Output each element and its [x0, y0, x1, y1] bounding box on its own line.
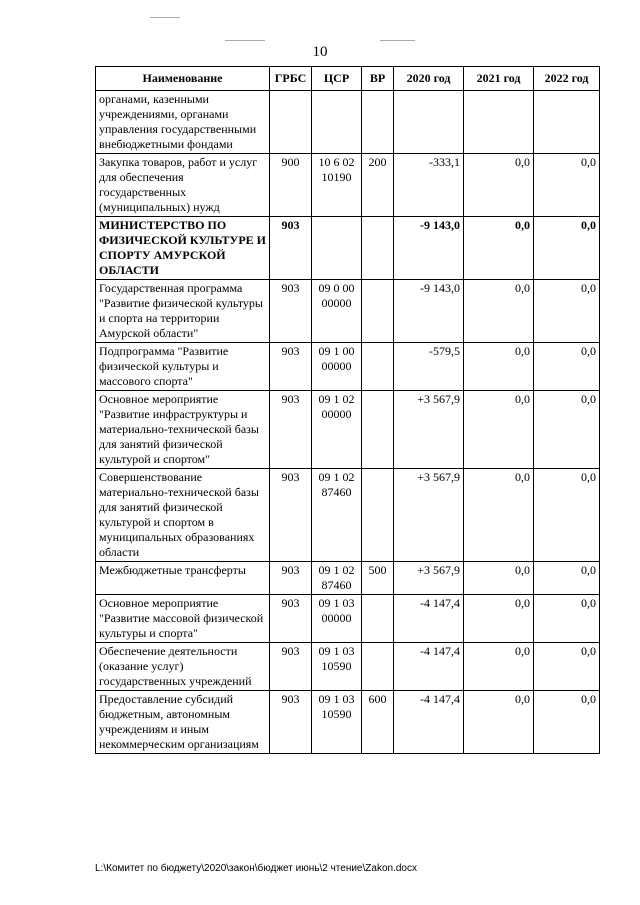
cell-2021 [464, 91, 534, 154]
table-body [96, 91, 600, 754]
cell-grbs: 903 [270, 595, 312, 643]
table-row [96, 154, 600, 217]
cell-vr [362, 91, 394, 154]
cell-vr [362, 391, 394, 469]
cell-2020: -4 147,4 [394, 643, 464, 691]
footer-file-path: L:\Комитет по бюджету\2020\закон\бюджет июнь\2 чтение\Zakon.docx [95, 863, 417, 874]
cell-csr: 09 1 00 00000 [312, 343, 362, 391]
cell-grbs: 903 [270, 691, 312, 754]
table-row [96, 469, 600, 562]
cell-2022: 0,0 [534, 343, 600, 391]
header-grbs: ГРБС [270, 67, 312, 91]
cell-grbs: 903 [270, 643, 312, 691]
table-row [96, 643, 600, 691]
cell-2020: -579,5 [394, 343, 464, 391]
cell-grbs: 900 [270, 154, 312, 217]
cell-vr: 500 [362, 562, 394, 595]
cell-2021: 0,0 [464, 154, 534, 217]
cell-vr [362, 595, 394, 643]
cell-2020: +3 567,9 [394, 562, 464, 595]
cell-name: Предоставление субсидий бюджетным, автономным учреждениям и иным некоммерческим организациям [96, 691, 270, 754]
cell-2021: 0,0 [464, 217, 534, 280]
header-csr: ЦСР [312, 67, 362, 91]
cell-2022: 0,0 [534, 154, 600, 217]
cell-2020: +3 567,9 [394, 391, 464, 469]
cell-name: Государственная программа "Развитие физической культуры и спорта на территории Амурской области" [96, 280, 270, 343]
cell-csr: 09 1 03 00000 [312, 595, 362, 643]
cell-2022: 0,0 [534, 280, 600, 343]
table-row [96, 562, 600, 595]
cell-csr: 09 1 02 87460 [312, 562, 362, 595]
table-row [96, 391, 600, 469]
cell-name: Основное мероприятие "Развитие массовой физической культуры и спорта" [96, 595, 270, 643]
cell-2022: 0,0 [534, 691, 600, 754]
cell-2020: -4 147,4 [394, 691, 464, 754]
scan-speck [380, 40, 415, 41]
cell-vr [362, 343, 394, 391]
cell-2021: 0,0 [464, 562, 534, 595]
cell-2022: 0,0 [534, 391, 600, 469]
cell-grbs: 903 [270, 469, 312, 562]
header-2022: 2022 год [534, 67, 600, 91]
cell-2021: 0,0 [464, 691, 534, 754]
table-row [96, 280, 600, 343]
cell-vr [362, 469, 394, 562]
cell-csr: 09 1 03 10590 [312, 643, 362, 691]
cell-2022: 0,0 [534, 595, 600, 643]
table-row [96, 691, 600, 754]
cell-2021: 0,0 [464, 595, 534, 643]
cell-name: органами, казенными учреждениями, органами управления государственными внебюджетными фондами [96, 91, 270, 154]
table-row [96, 91, 600, 154]
cell-grbs: 903 [270, 391, 312, 469]
cell-vr [362, 217, 394, 280]
cell-name: Обеспечение деятельности (оказание услуг) государственных учреждений [96, 643, 270, 691]
header-2021: 2021 год [464, 67, 534, 91]
page-number: 10 [312, 44, 328, 60]
table-row [96, 343, 600, 391]
header-vr: ВР [362, 67, 394, 91]
cell-vr: 600 [362, 691, 394, 754]
cell-grbs: 903 [270, 280, 312, 343]
cell-vr [362, 643, 394, 691]
cell-csr: 09 0 00 00000 [312, 280, 362, 343]
cell-name: Межбюджетные трансферты [96, 562, 270, 595]
table-row [96, 217, 600, 280]
cell-2022 [534, 91, 600, 154]
cell-2022: 0,0 [534, 643, 600, 691]
cell-2022: 0,0 [534, 469, 600, 562]
cell-grbs: 903 [270, 343, 312, 391]
scan-speck [150, 17, 180, 18]
cell-csr: 09 1 03 10590 [312, 691, 362, 754]
cell-vr [362, 280, 394, 343]
cell-2021: 0,0 [464, 469, 534, 562]
table-row [96, 595, 600, 643]
cell-2020: +3 567,9 [394, 469, 464, 562]
cell-csr: 09 1 02 00000 [312, 391, 362, 469]
cell-2020: -4 147,4 [394, 595, 464, 643]
cell-2022: 0,0 [534, 217, 600, 280]
cell-2021: 0,0 [464, 391, 534, 469]
cell-grbs: 903 [270, 562, 312, 595]
cell-2021: 0,0 [464, 280, 534, 343]
cell-name: Основное мероприятие "Развитие инфраструктуры и материально-технической базы для занятий физической культурой и спортом" [96, 391, 270, 469]
cell-name: МИНИСТЕРСТВО ПО ФИЗИЧЕСКОЙ КУЛЬТУРЕ И СПОРТУ АМУРСКОЙ ОБЛАСТИ [96, 217, 270, 280]
cell-2022: 0,0 [534, 562, 600, 595]
cell-csr [312, 91, 362, 154]
cell-2020 [394, 91, 464, 154]
cell-grbs [270, 91, 312, 154]
scan-speck [225, 40, 265, 41]
cell-2020: -9 143,0 [394, 217, 464, 280]
cell-csr: 09 1 02 87460 [312, 469, 362, 562]
cell-csr [312, 217, 362, 280]
cell-2021: 0,0 [464, 343, 534, 391]
table-header-row [96, 67, 600, 91]
cell-2020: -9 143,0 [394, 280, 464, 343]
budget-table [95, 66, 600, 754]
cell-2020: -333,1 [394, 154, 464, 217]
header-name: Наименование [96, 67, 270, 91]
cell-name: Подпрограмма "Развитие физической культуры и массового спорта" [96, 343, 270, 391]
cell-name: Совершенствование материально-технической базы для занятий физической культурой и спортом в муниципальных образованиях области [96, 469, 270, 562]
cell-name: Закупка товаров, работ и услуг для обеспечения государственных (муниципальных) нужд [96, 154, 270, 217]
cell-2021: 0,0 [464, 643, 534, 691]
header-2020: 2020 год [394, 67, 464, 91]
cell-vr: 200 [362, 154, 394, 217]
cell-csr: 10 6 02 10190 [312, 154, 362, 217]
cell-grbs: 903 [270, 217, 312, 280]
